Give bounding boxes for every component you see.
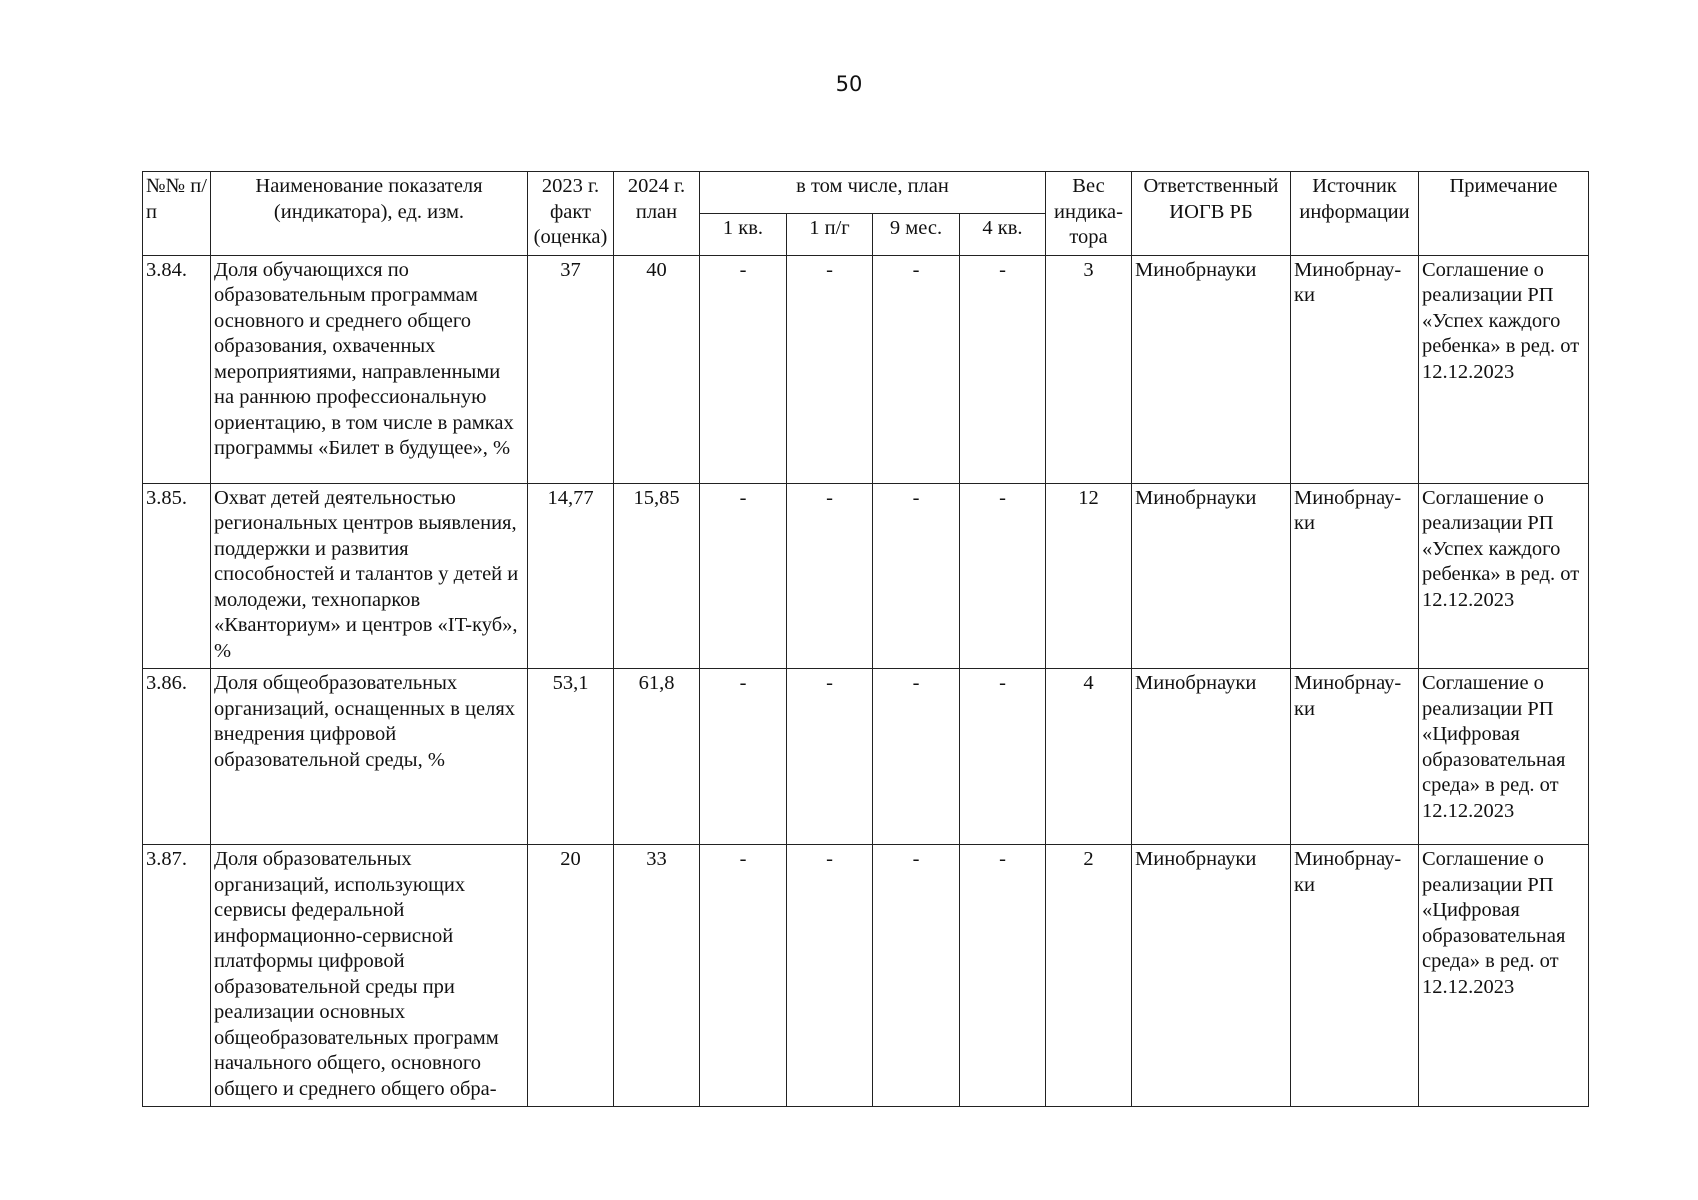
header-name: Наименование показателя (индикатора), ед. изм. [211,172,528,256]
indicators-table [142,171,1589,1107]
responsible-body: Минобрнауки [1132,845,1291,1107]
plan-2024: 61,8 [614,669,700,845]
plan-q4: - [960,845,1046,1107]
plan-q4: - [960,483,1046,669]
plan-q4: - [960,669,1046,845]
note: Соглашение о реализации РП «Цифровая образовательная среда» в ред. от 12.12.2023 [1419,669,1589,845]
page-number: 50 [835,72,863,96]
indicator-weight: 4 [1046,669,1132,845]
plan-q1: - [700,483,787,669]
indicator-weight: 12 [1046,483,1132,669]
header-responsible: Ответственный ИОГВ РБ [1132,172,1291,256]
table-row [143,845,1589,1107]
plan-2024: 33 [614,845,700,1107]
plan-h1: - [787,255,873,483]
plan-9m: - [873,845,960,1107]
row-num: 3.85. [143,483,211,669]
plan-h1: - [787,845,873,1107]
plan-q1: - [700,845,787,1107]
note: Соглашение о реализации РП «Успех каждого ребенка» в ред. от 12.12.2023 [1419,255,1589,483]
header-row [143,172,1589,214]
header-weight: Вес индика-тора [1046,172,1132,256]
responsible-body: Минобрнауки [1132,483,1291,669]
header-plan-2024: 2024 г. план [614,172,700,256]
indicator-weight: 2 [1046,845,1132,1107]
responsible-body: Минобрнауки [1132,255,1291,483]
fact-2023: 20 [528,845,614,1107]
note: Соглашение о реализации РП «Успех каждого ребенка» в ред. от 12.12.2023 [1419,483,1589,669]
header-source: Источник информации [1291,172,1419,256]
plan-2024: 15,85 [614,483,700,669]
info-source: Минобрнау-ки [1291,845,1419,1107]
indicator-name: Доля общеобразовательных организаций, оснащенных в целях внедрения цифровой образовательной среды, % [211,669,528,845]
plan-q1: - [700,255,787,483]
row-num: 3.87. [143,845,211,1107]
plan-h1: - [787,669,873,845]
plan-q4: - [960,255,1046,483]
header-note: Примечание [1419,172,1589,256]
fact-2023: 53,1 [528,669,614,845]
info-source: Минобрнау-ки [1291,255,1419,483]
table-row [143,483,1589,669]
note: Соглашение о реализации РП «Цифровая образовательная среда» в ред. от 12.12.2023 [1419,845,1589,1107]
header-q4: 4 кв. [960,213,1046,255]
fact-2023: 14,77 [528,483,614,669]
header-h1: 1 п/г [787,213,873,255]
header-fact-2023: 2023 г. факт (оценка) [528,172,614,256]
fact-2023: 37 [528,255,614,483]
info-source: Минобрнау-ки [1291,483,1419,669]
indicator-name: Охват детей деятельностью региональных центров выявления, поддержки и развития способностей и талантов у детей и молодежи, технопарков «Кванториум» и центров «IT-куб», % [211,483,528,669]
plan-9m: - [873,483,960,669]
plan-9m: - [873,255,960,483]
header-q1: 1 кв. [700,213,787,255]
info-source: Минобрнау-ки [1291,669,1419,845]
responsible-body: Минобрнауки [1132,669,1291,845]
plan-h1: - [787,483,873,669]
plan-9m: - [873,669,960,845]
row-num: 3.86. [143,669,211,845]
header-including-plan: в том числе, план [700,172,1046,214]
plan-2024: 40 [614,255,700,483]
indicator-name: Доля обучающихся по образовательным программам основного и среднего общего образования, охваченных мероприятиями, направленными на раннюю профессиональную ориентацию, в том числе в рамках программы «Билет в будущее», % [211,255,528,483]
indicator-name: Доля образовательных организаций, использующих сервисы федеральной информационно-сервисной платформы цифровой образовательной среды при реализации основных общеобразовательных программ начального общего, основного общего и среднего общего обра- [211,845,528,1107]
row-num: 3.84. [143,255,211,483]
header-9m: 9 мес. [873,213,960,255]
indicator-weight: 3 [1046,255,1132,483]
plan-q1: - [700,669,787,845]
table-row [143,255,1589,483]
table-row [143,669,1589,845]
header-num: №№ п/п [143,172,211,256]
